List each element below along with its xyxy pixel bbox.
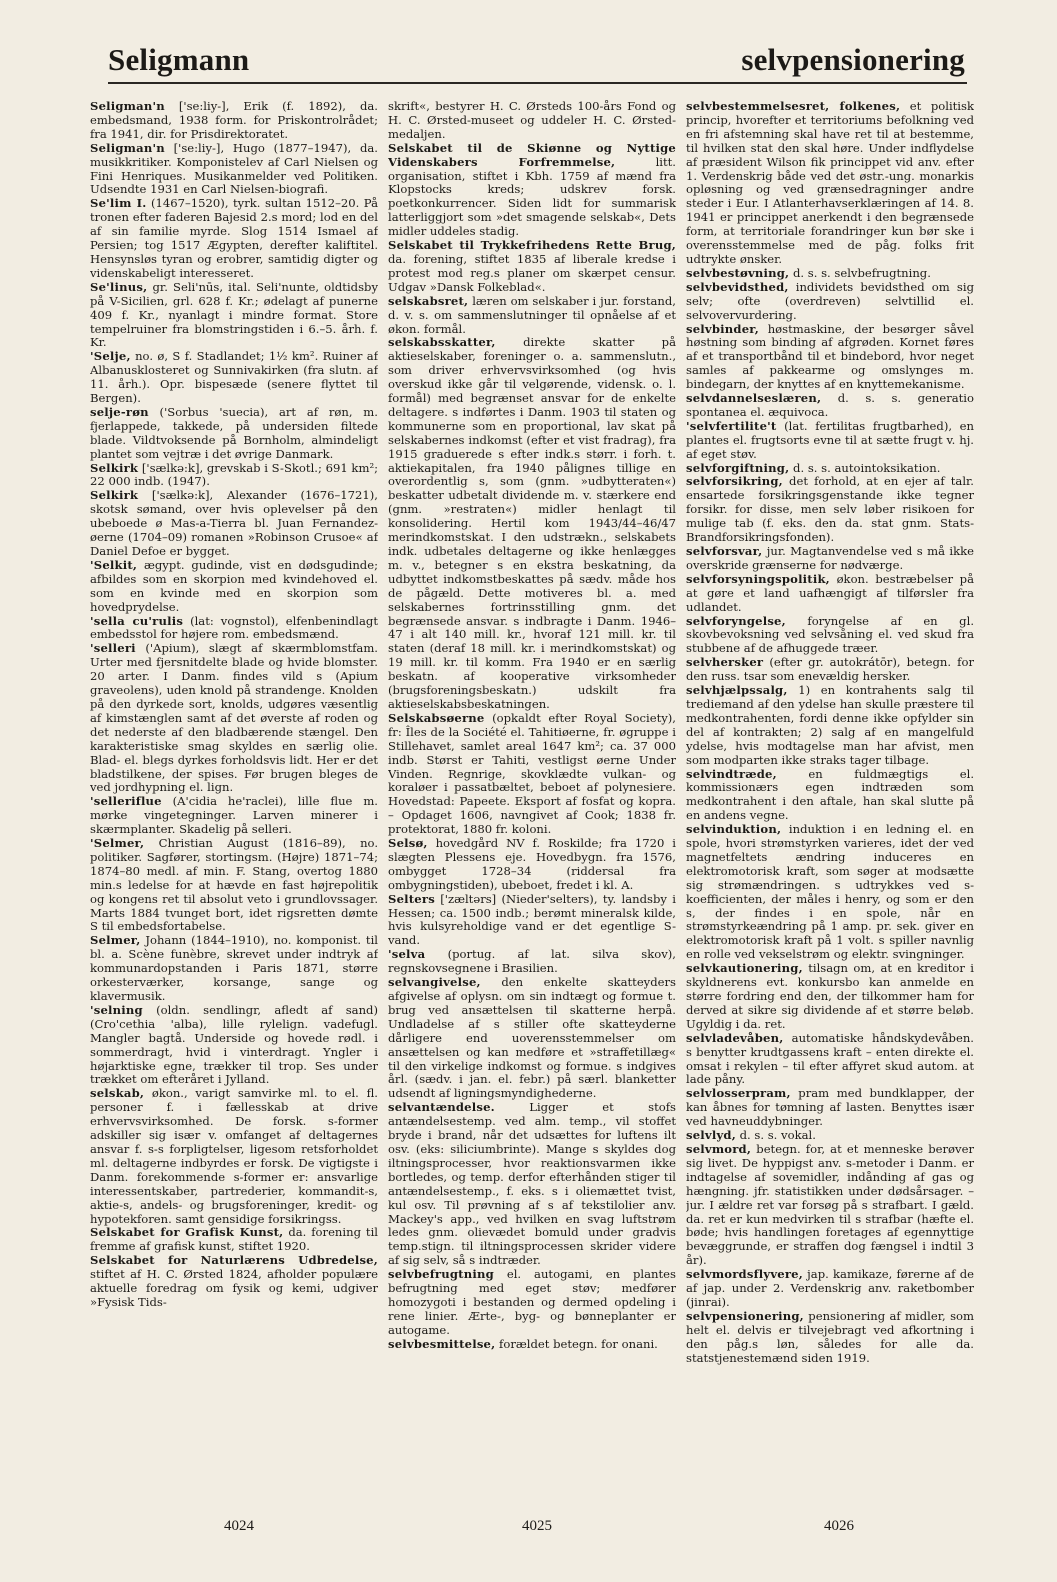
entry-text: (lat: vognstol), elfenbenindlagt embedsstol for højere rom. embedsmænd.: [90, 613, 378, 642]
entry-headword: selskabsret,: [388, 293, 469, 308]
dictionary-entry: [388, 239, 676, 295]
entry-headword: 'selning: [90, 1002, 143, 1017]
dictionary-entry: [90, 615, 378, 643]
entry-headword: 'Selmer,: [90, 836, 145, 851]
entry-text: foryngelse af en gl. skovbevoksning ved selvsåning el. ved skud fra stubbene af de afhuggede træer.: [686, 613, 974, 656]
column-3: [686, 100, 974, 1500]
column-2: [388, 100, 676, 1500]
entry-text: betegn. for, at et menneske berøver sig livet. De hyppigst anv. s-metoder i Danm. er indtagelse af sovemidler, indånding af gas og hængning. jfr. statistikken under dødsårsager. – jur. I ældre ret var forsøg på s strafbart. I gæld. da. ret er kun medvirken til s strafbar (hæfte el. bøde; hvis handlingen foretages af egennyttige bevæggrunde, er straffen dog fængsel i indtil 3 år).: [686, 1141, 974, 1268]
dictionary-entry: [90, 1087, 378, 1226]
entry-text: ['sælkə:k], grevskab i S-Skotl.; 691 km²; 22 000 indb. (1947).: [90, 460, 378, 489]
dictionary-entry: [90, 795, 378, 837]
dictionary-entry: [388, 1338, 676, 1352]
page-number-3: 4026: [824, 1518, 854, 1534]
dictionary-entry: [90, 489, 378, 559]
entry-text: forældet betegn. for onani.: [495, 1336, 658, 1351]
entry-text: da. forening til fremme af grafisk kunst, stiftet 1920.: [90, 1225, 378, 1254]
dictionary-entry: [686, 768, 974, 824]
entry-text: (oldn. sendlingr, afledt af sand) (Cro'cethia 'alba), lille rylelign. vadefugl. Mangler bagtå. Underside og hovede rødl. i sommerdragt, hvid i vinterdragt. Yngler i højarktiske egne, trækker til trop. Ses under trækket om efteråret i Jylland.: [90, 1002, 378, 1087]
entry-text: økon., varigt samvirke ml. to el. fl. personer f. i fællesskab at drive erhvervsvirksomhed. De forsk. s-former adskiller sig især v. omfanget af deltagernes ansvar f. s-s forpligtelser, ligesom retsforholdet ml. deltagerne indbyrdes er forsk. De vigtigste i Danm. forekommende s-former er: ansvarlige interessentskaber, partrederier, kommandit-s, aktie-s, andels- og brugsforeninger, kredit- og hypotekforen. samt gensidige forsikringss.: [90, 1086, 378, 1226]
entry-headword: Selkirk: [90, 460, 139, 475]
entry-headword: Selskabet for Naturlærens Udbredelse,: [90, 1253, 378, 1268]
dictionary-entry: [686, 1087, 974, 1129]
entry-text: hovedgård NV f. Roskilde; fra 1720 i slægten Plessens eje. Hovedbygn. fra 1576, ombygget 1728–34 (riddersal fra ombygningstiden), ubeboet, fredet i kl. A.: [388, 836, 676, 892]
dictionary-entry: [686, 267, 974, 281]
dictionary-entry: [388, 1268, 676, 1338]
entry-headword: Se'linus,: [90, 279, 148, 294]
entry-text: pram med bundklapper, der kan åbnes for tømning af lasten. Benyttes især ved havneuddybninger.: [686, 1086, 974, 1129]
dictionary-entry: [686, 462, 974, 476]
dictionary-entry: [686, 684, 974, 767]
entry-headword: 'selva: [388, 947, 426, 962]
entry-headword: selvkautionering,: [686, 961, 803, 976]
entry-text: automatiske håndskydevåben. s benytter krudtgassens kraft – enten direkte el. omsat i rekylen – til efter affyret skud autom. at lade påny.: [686, 1030, 974, 1087]
dictionary-entry: [686, 1129, 974, 1143]
entry-text: ['zæltərs] (Nieder'selters), ty. landsby i Hessen; ca. 1500 indb.; berømt mineralsk kilde, hvis kulsyreholdige vand er det egentlige S-vand.: [388, 891, 676, 948]
entry-headword: selvforsyningspolitik,: [686, 571, 830, 586]
dictionary-entry: [90, 350, 378, 406]
entry-text: læren om selskaber i jur. forstand, d. v. s. om sammenslutninger til opnåelse af et økon. formål.: [388, 293, 676, 336]
entry-headword: Selmer,: [90, 933, 141, 948]
dictionary-entry: [388, 295, 676, 337]
entry-text: d. s. s. vokal.: [735, 1128, 816, 1143]
entry-text: jur. Magtanvendelse ved s må ikke overskride grænserne for nødværge.: [686, 544, 974, 572]
header-rule: [108, 82, 967, 84]
entry-text: induktion i en ledning el. en spole, hvori strømstyrken varieres, idet der ved magnetfeltets ændring induceres en elektromotorisk kraft, som søger at modsætte sig strømændringen. s udtrykkes ved s-koefficienten, der måles i henry, og som er den s, der findes i en spole, når en strømstyrkeændring på 1 amp. pr. sek. giver en elektromotorisk kraft på 1 volt. s spiller navnlig en rolle ved vekselstrøm og elektr. svingninger.: [686, 822, 974, 962]
entry-headword: selvbestemmelsesret, folkenes,: [686, 100, 901, 113]
entry-text: jap. kamikaze, førerne af de af jap. under 2. Verdenskrig anv. raketbomber (jinrai).: [686, 1267, 974, 1309]
entry-headword: Selkirk: [90, 488, 139, 503]
entry-headword: selvbevidsthed,: [686, 279, 789, 294]
entry-text: Christian August (1816–89), no. politiker. Sagfører, stortingsm. (Højre) 1871–74; 1874–80 medl. af min. F. Stang, overtog 1880 min.s ledelse for at hævde en fast højrepolitik og kongens ret til absolut veto i grundlovssager. Marts 1884 tvunget bort, idet rigsretten dømte S til embedsfortabelse.: [90, 836, 378, 934]
entry-text: (efter gr. autokrátōr), betegn. for den russ. tsar som enevældig hersker.: [686, 655, 974, 684]
entry-headword: Selskabet for Grafisk Kunst,: [90, 1225, 284, 1240]
dictionary-entry: [686, 823, 974, 962]
entry-text: (portug. af lat. silva skov), regnskovsegnene i Brasilien.: [388, 947, 676, 976]
entry-headword: selvlosserpram,: [686, 1086, 791, 1101]
entry-headword: selvindtræde,: [686, 766, 777, 781]
dictionary-entry: [90, 462, 378, 490]
entry-headword: selvforsikring,: [686, 474, 783, 489]
entry-text: et politisk princip, hvorefter et territoriums befolkning ved en fri afstemning skal have ret til at bestemme, til hvilken stat den skal høre. Under indflydelse af præsident Wilson fik princippet vid anv. efter 1. Verdenskrig både ved det østr.-ung. monarkis opløsning og ved grænsedragninger andre steder i Eur. I Atlanterhavserklæringen af 14. 8. 1941 er princippet anerkendt i den begrænsede form, at territoriale forandringer kun bør ske i overensstemmelse med de påg. folks frit udtrykte ønsker.: [686, 100, 974, 266]
entry-headword: Se'lim I.: [90, 196, 147, 211]
entry-headword: selvangivelse,: [388, 975, 481, 990]
entry-text: stiftet af H. C. Ørsted 1824, afholder populære aktuelle foredrag om fysik og kemi, udgiver »Fysisk Tids-: [90, 1267, 378, 1309]
entry-headword: selvdannelseslæren,: [686, 391, 822, 406]
entry-text: d. s. s. selvbefrugtning.: [789, 265, 931, 280]
dictionary-entry: [90, 1004, 378, 1087]
entry-headword: selvhersker: [686, 655, 764, 670]
entry-text: ['se:liy-], Erik (f. 1892), da. embedsmand, 1938 form. for Priskontrolrådet; fra 1941, dir. for Prisdirektoratet.: [90, 100, 378, 141]
column-1: [90, 100, 378, 1500]
entry-headword: selvhjælpssalg,: [686, 683, 788, 698]
dictionary-entry: [90, 281, 378, 351]
dictionary-entry: [90, 100, 378, 142]
dictionary-entry: [388, 336, 676, 711]
dictionary-entry: [686, 1032, 974, 1088]
dictionary-entry: [686, 392, 974, 420]
dictionary-entry: [90, 1254, 378, 1310]
entry-text: 1) en kontrahents salg til trediemand af den ydelse han skulle præstere til medkontrahenten, fordi denne ikke opfylder sin del af kontrakten; 2) salg af en mangelfuld ydelse, hvis modtagelse man har afvist, men som modparten ikke straks tager tilbage.: [686, 683, 974, 767]
dictionary-entry: [388, 100, 676, 142]
dictionary-entry: [90, 837, 378, 934]
entry-headword: Selters: [388, 891, 435, 906]
entry-text: d. s. s. generatio spontanea el. æquivoca.: [686, 391, 974, 419]
entry-text: en fuldmægtigs el. kommissionærs egen indtræden som medkontrahent i den aftale, han skal slutte på en andens vegne.: [686, 766, 974, 823]
dictionary-entry: [388, 948, 676, 976]
running-head-left: Seligmann: [108, 42, 250, 77]
entry-text: (1467–1520), tyrk. sultan 1512–20. På tronen efter faderen Bajesid 2.s mord; lod en del af sin familie myrde. Slog 1514 Ismael af Persien; tog 1517 Ægypten, derefter kaliftitel. Hensynsløs tyran og erobrer, samtidig digter og videnskabeligt interesseret.: [90, 196, 378, 280]
entry-text: tilsagn om, at en kreditor i skyldnerens evt. konkursbo kan anmelde en større fordring end den, der tilkommer ham for derved at sikre sig dividende af et større beløb. Ugyldig i da. ret.: [686, 961, 974, 1031]
entry-headword: Seligman'n: [90, 140, 165, 155]
entry-text: høstmaskine, der besørger såvel høstning som binding af afgrøden. Kornet føres af et transportbånd til et bindebord, hvor neget samles af pakkearme og omslynges m. bindegarn, der knyttes af en knyttemekanisme.: [686, 321, 974, 392]
entry-text: gr. Seli'nūs, ital. Seli'nunte, oldtidsby på V-Sicilien, grl. 628 f. Kr.; ødelagt af punerne 409 f. Kr., nyanlagt i mindre format. Store tempelruiner fra blomstringstiden i 6.–5. årh. f. Kr.: [90, 279, 378, 350]
entry-headword: 'Selkit,: [90, 557, 138, 572]
dictionary-entry: [686, 100, 974, 267]
dictionary-entry: [388, 712, 676, 837]
dictionary-entry: [686, 1310, 974, 1366]
entry-headword: selvpensionering,: [686, 1308, 804, 1323]
entry-headword: 'selvfertilite't: [686, 418, 777, 433]
entry-headword: selskabsskatter,: [388, 335, 496, 350]
entry-text: el. autogami, en plantes befrugtning med eget støv; medfører homozygoti i bestanden og dermed opdeling i rene linier. Ærte-, byg- og bønneplanter er autogame.: [388, 1267, 676, 1337]
entry-text: ('Sorbus 'suecia), art af røn, m. fjerlappede, takkede, på undersiden filtede blade. Vildtvoksende på Bornholm, almindeligt plantet som vejtræ i det øvrige Danmark.: [90, 404, 378, 461]
dictionary-entry: [388, 976, 676, 1101]
entry-text: ['sælkə:k], Alexander (1676–1721), skotsk sømand, over hvis oplevelser på den ubeboede ø Mas-a-Tierra bl. Juan Fernandez-øerne (1704–09) romanen »Robinson Crusoe« af Daniel Defoe er bygget.: [90, 488, 378, 558]
entry-headword: selvbefrugtning: [388, 1267, 494, 1282]
entry-headword: selje-røn: [90, 404, 149, 419]
dictionary-entry: [90, 406, 378, 462]
dictionary-entry: [686, 962, 974, 1032]
entry-text: direkte skatter på aktieselskaber, foreninger o. a. sammenslutn., som driver erhvervsvirksomhed (og hvis overskud ikke går til velgørende, vidensk. o. l. formål) med begrænset ansvar for de enkelte deltagere. s indførtes i Danm. 1903 til staten og kommunerne som en proportional, lav skat på selskabernes indkomst (efter et vist fradrag), fra 1915 graduerede s efter indk.s størr. i forh. t. aktiekapitalen, fra 1940 pålignes tillige en overordentlig s, som (gnm. »udbytteraten«) beskatter udbetalt dividende m. v. stærkere end (gnm. »restraten«) midler henlagt til konsolidering. Hertil kom 1943/44–46/47 merindkomstskat. I den udstrækn., selskabets indk. udbetales deltagerne og ikke henlægges m. v., betegner s en ekstra beskatning, da udbyttet indkomstbeskattes på sædv. måde hos de pågæld. Dette motiveres bl. a. med selskabernes fortrinsstilling gnm. det begrænsede ansvar. s indbragte i Danm. 1946–47 i alt 140 mill. kr., hvoraf 121 mill. kr. til staten (deraf 18 mill. kr. i merindkomstskat) og 19 mill. kr. til komm. Fra 1940 er en særlig beskatn. af kooperative virksomheder (brugsforeningsbeskatn.) udskilt fra aktieselskabsbeskatningen.: [388, 335, 676, 711]
entry-text: pensionering af midler, som helt el. delvis er tilvejebragt ved afkortning i den påg.s løn, således for alle da. statstjenestemænd siden 1919.: [686, 1308, 974, 1365]
entry-headword: selvforsvar,: [686, 544, 763, 558]
entry-headword: 'sella cu'rulis: [90, 613, 184, 628]
entry-text: litt. organisation, stiftet i Kbh. 1759 af mænd fra Klopstocks kreds; udskrev forsk. poetkonkurrencer. Siden lidt for summarisk latterliggjort som »det smagende selskab«, Dets midler uddeles stadig.: [388, 154, 676, 239]
entry-headword: Selskabet til de Skiønne og Nyttige Videnskabers Forfremmelse,: [388, 140, 676, 169]
entry-headword: 'Selje,: [90, 349, 131, 364]
dictionary-entry: [90, 642, 378, 795]
entry-text: økon. bestræbelser på at gøre et land uafhængigt af tilførsler fra udlandet.: [686, 571, 974, 614]
entry-text: Johann (1844–1910), no. komponist. til bl. a. Scène funèbre, skrevet under indtryk af kommunardopstanden i Paris 1871, større orkesterværker, korsange, sange og klavermusik.: [90, 933, 378, 1003]
dictionary-entry: [388, 893, 676, 949]
entry-text: ['se:liy-], Hugo (1877–1947), da. musikkritiker. Komponistelev af Carl Nielsen og Fini Henriques. Musikanmelder ved Politiken. Udsendte 1931 en Carl Nielsen-biografi.: [90, 140, 378, 197]
entry-text: ægypt. gudinde, vist en dødsgudinde; afbildes som en skorpion med kvindehoved el. som en kvinde med en skorpion som hovedprydelse.: [90, 557, 378, 614]
dictionary-entry: [686, 656, 974, 684]
entry-headword: selvmord,: [686, 1141, 752, 1156]
dictionary-entry: [686, 420, 974, 462]
entry-headword: Selskabsøerne: [388, 710, 485, 725]
entry-text: den enkelte skatteyders afgivelse af oplysn. om sin indtægt og formue t. brug ved ansættelsen til skatterne herpå. Undladelse af s stiller ofte skatteyderne dårligere end uoverensstemmelser om ansættelsen og kan medføre et »straffetillæg« til den virkelige indkomst og formue. s indgives årl. (sædv. i jan. el. febr.) på særl. blanketter udsendt af ligningsmyndighederne.: [388, 975, 676, 1101]
entry-headword: selskab,: [90, 1086, 145, 1101]
dictionary-entry: [90, 934, 378, 1004]
entry-headword: selvladevåben,: [686, 1030, 784, 1045]
dictionary-entry: [686, 615, 974, 657]
entry-headword: selvbesmittelse,: [388, 1336, 496, 1351]
entry-text: ('Apium), slægt af skærmblomstfam. Urter med fjersnitdelte blade og hvide blomster. 20 arter. I Danm. findes vild s (Apium graveolens), uden knold på strandenge. Knolden på den dyrkede sort, knolds, udgøres væsentlig af kimstænglen samt af det øverste af roden og det nederste af den bladbærende stængel. Den karakteristiske smag skyldes en særlig olie. Blad- el. blegs dyrkes forholdsvis lidt. Her er det bladstilkene, der spises. Før brugen bleges de ved jordhypning el. lign.: [90, 641, 378, 795]
entry-headword: 'selleri: [90, 641, 136, 656]
entry-text: no. ø, S f. Stadlandet; 1½ km². Ruiner af Albanusklosteret og Sunnivakirken (fra slutn. af 11. årh.). Opr. bispesæde (senere flyttet til Bergen).: [90, 349, 378, 406]
entry-headword: Selskabet til Trykkefrihedens Rette Brug,: [388, 238, 676, 253]
entry-headword: selvforyngelse,: [686, 613, 786, 628]
dictionary-entry: [90, 1226, 378, 1254]
dictionary-entry: [388, 837, 676, 893]
entry-text: (A'cidia he'raclei), lille flue m. mørke vingetegninger. Larven minerer i skærmplanter. Skadelig på selleri.: [90, 794, 378, 837]
entry-text: (opkaldt efter Royal Society), fr: Îles de la Société el. Tahitiøerne, fr. øgruppe i Stillehavet, samlet areal 1647 km²; ca. 37 000 indb. Størst er Tahiti, vestligst øerne Under Vinden. Regnrige, skovklædte vulkan- og koraløer i passatbæltet, beboet af polynesiere. Hovedstad: Papeete. Eksport af fosfat og kopra. – Opdaget 1606, navngivet af Cook; 1838 fr. protektorat, 1880 fr. koloni.: [388, 710, 676, 837]
dictionary-entry: [686, 1268, 974, 1310]
dictionary-entry: [388, 142, 676, 239]
entry-text: individets bevidsthed om sig selv; ofte (overdreven) selvtillid el. selvovervurdering.: [686, 279, 974, 322]
entry-text: Ligger et stofs antændelsestemp. ved alm. temp., vil stoffet bryde i brand, når det udsættes for luftens ilt osv. (eks: siliciumbrinte). Mange s skyldes dog iltningsprocesser, hvor reaktionsvarmen ikke bortledes, og temp. derfor efterhånden stiger til antændelsestemp., f. eks. s i oliemættet tvist, kul osv. Til prøvning af s af tekstilolier anv. Mackey's app., ved hvilken en svag luftstrøm ledes gnm. olievædet bomuld under gradvis temp.stign. til iltningsprocessen skrider videre af sig selv, så s indtræder.: [388, 1100, 676, 1268]
entry-headword: Seligman'n: [90, 100, 165, 113]
dictionary-entry: [686, 475, 974, 545]
dictionary-entry: [686, 281, 974, 323]
entry-headword: Selsø,: [388, 836, 428, 851]
page-number-2: 4025: [522, 1518, 552, 1534]
entry-headword: selvforgiftning,: [686, 460, 790, 475]
entry-headword: selvmordsflyvere,: [686, 1267, 803, 1282]
entry-headword: 'selleriflue: [90, 794, 162, 809]
entry-text: skrift«, bestyrer H. C. Ørsteds 100-års Fond og H. C. Ørsted-museet og uddeler H. C. Ørsted-medaljen.: [388, 100, 676, 141]
dictionary-entry: [686, 545, 974, 573]
dictionary-entry: [686, 573, 974, 615]
page-number-1: 4024: [224, 1518, 254, 1534]
entry-text: (lat. fertilitas frugtbarhed), en plantes el. frugtsorts evne til at sætte frugt v. hj. af eget støv.: [686, 418, 974, 461]
dictionary-entry: [90, 197, 378, 280]
dictionary-entry: [90, 142, 378, 198]
dictionary-entry: [686, 1143, 974, 1268]
dictionary-entry: [686, 323, 974, 393]
running-head-right: selvpensionering: [741, 42, 965, 77]
entry-headword: selvinduktion,: [686, 822, 782, 837]
entry-text: d. s. s. autointoksikation.: [789, 460, 941, 475]
entry-headword: selvbestøvning,: [686, 265, 790, 280]
entry-headword: selvlyd,: [686, 1128, 736, 1143]
entry-text: da. forening, stiftet 1835 af liberale kredse i protest mod reg.s planer om skærpet censur. Udgav »Dansk Folkeblad«.: [388, 251, 676, 294]
entry-headword: selvantændelse.: [388, 1100, 495, 1115]
entry-text: det forhold, at en ejer af talr. ensartede forsikringsgenstande ikke tegner forsikr. for disse, men selv løber risikoen for mulige tab (f. eks. den da. stat gnm. Stats-Brandforsikringsfonden).: [686, 474, 974, 545]
dictionary-entry: [388, 1101, 676, 1268]
dictionary-entry: [90, 559, 378, 615]
entry-headword: selvbinder,: [686, 321, 759, 336]
